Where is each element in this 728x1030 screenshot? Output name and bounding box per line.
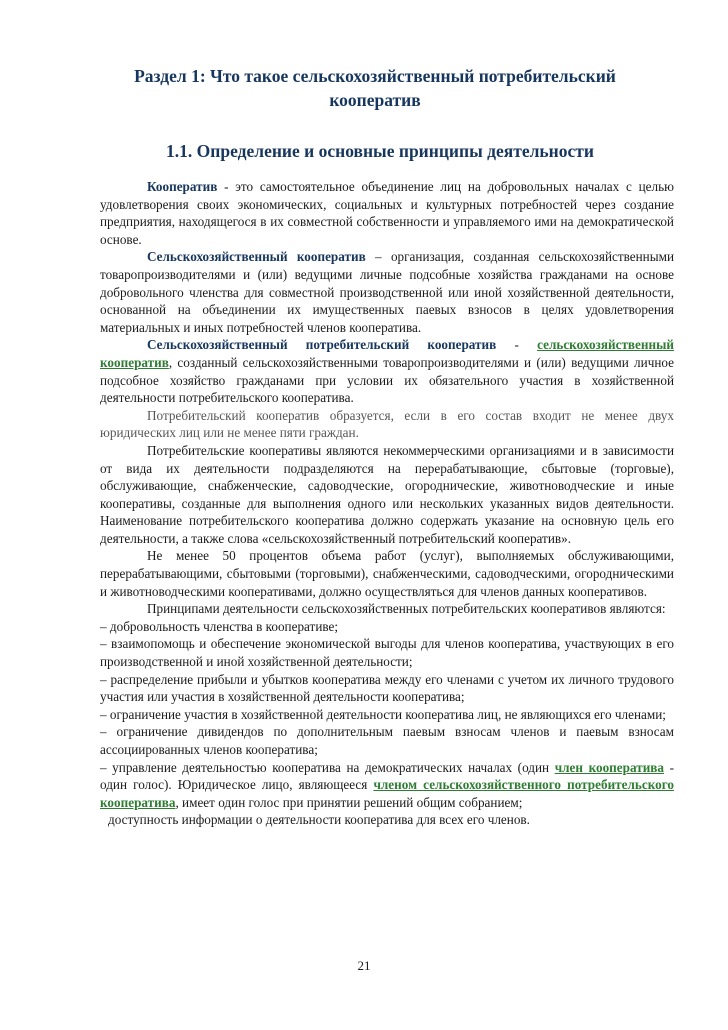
list-item: – распределение прибыли и убытков кооператива между его членами с учетом их личного трудового участия или участия в хозяйственной деятельности кооператива;	[100, 671, 674, 705]
bullet-text: , имеет один голос при принятии решений общим собранием;	[175, 794, 523, 810]
term-cooperative: Кооператив	[147, 179, 218, 194]
list-item: доступность информации о деятельности кооператива для всех его членов.	[108, 812, 530, 828]
paragraph-cooperative-definition	[100, 178, 674, 248]
list-item: – взаимопомощь и обеспечение экономической выгоды для членов кооператива, участвующих в его производственной и иной хозяйственной деятельности;	[100, 636, 674, 670]
paragraph-fifty-percent: Не менее 50 процентов объема работ (услуг), выполняемых обслуживающими, перерабатывающими, сбытовыми (торговыми), снабженческими, садоводческими, огородническими и животноводческими кооперативами, должно осуществляться для членов данных кооперативов.	[100, 548, 674, 599]
list-item: – ограничение дивидендов по дополнительным паевым взносам членов и паевым взносам ассоциированных членов кооператива;	[100, 724, 674, 757]
term-consumer-cooperative: Сельскохозяйственный потребительский кооператив	[147, 337, 497, 353]
paragraph-text: - это самостоятельное объединение лиц на добровольных началах с целью удовлетворения своих экономических, социальных и культурных потребностей через создание предприятия, находящегося в их совместной собственности и управляемого ими на демократической основе.	[100, 179, 674, 247]
paragraph-formation: Потребительский кооператив образуется, если в его состав входит не менее двух юридических лиц или не менее пяти граждан.	[100, 407, 674, 441]
section-title: Раздел 1: Что такое сельскохозяйственный потребительский кооператив	[134, 66, 616, 110]
paragraph-consumer-cooperative-definition	[100, 336, 674, 406]
subsection-title: 1.1. Определение и основные принципы деятельности	[166, 141, 594, 161]
page-number: 21	[357, 958, 371, 973]
link-cooperative-member[interactable]: член кооператива	[554, 759, 665, 775]
link-agri-cooperative[interactable]: сельскохозяйственный кооператив	[100, 337, 674, 370]
document-body	[100, 178, 674, 829]
paragraph-text: , созданный сельскохозяйственными товаропроизводителями и (или) ведущими личное подсобное хозяйство гражданами при условии их обязательного участия в хозяйственной деятельности потребительского кооператива.	[100, 354, 674, 406]
paragraph-types: Потребительские кооперативы являются некоммерческими организациями и в зависимости от вида их деятельности подразделяются на перерабатывающие, сбытовые (торговые), обслуживающие, снабженческие, садоводческие, огороднические, животноводческие и иные кооперативы, созданные для выполнения одного или нескольких указанных видов деятельности. Наименование потребительского кооператива должно содержать указание на основную цель его деятельности, а также слова «сельскохозяйственный потребительский кооператив».	[100, 442, 674, 546]
paragraph-agri-cooperative-definition	[100, 248, 674, 336]
bullet-text: – управление деятельностью кооператива на демократических началах (один	[100, 759, 555, 775]
list-item-democratic-management	[100, 759, 674, 812]
list-item: – добровольность членства в кооперативе;	[100, 618, 339, 634]
paragraph-principles-intro: Принципами деятельности сельскохозяйственных потребительских кооперативов являются:	[147, 601, 666, 617]
list-item: – ограничение участия в хозяйственной деятельности кооператива лиц, не являющихся его членами;	[100, 706, 666, 722]
link-consumer-cooperative-member[interactable]: членом сельскохозяйственного потребительского кооператива	[100, 777, 675, 810]
dash: -	[496, 337, 538, 353]
bullet-text: - один голос). Юридическое лицо, являющееся	[100, 759, 674, 793]
paragraph-text: – организация, созданная сельскохозяйственными товаропроизводителями и (или) ведущими личные подсобные хозяйства гражданами на основе добровольного членства для совместной производственной или иной хозяйственной деятельности, основанной на объединении их имущественных паевых взносов в целях удовлетворения материальных и иных потребностей членов кооператива.	[100, 249, 675, 335]
term-agri-cooperative: Сельскохозяйственный кооператив	[147, 249, 366, 265]
